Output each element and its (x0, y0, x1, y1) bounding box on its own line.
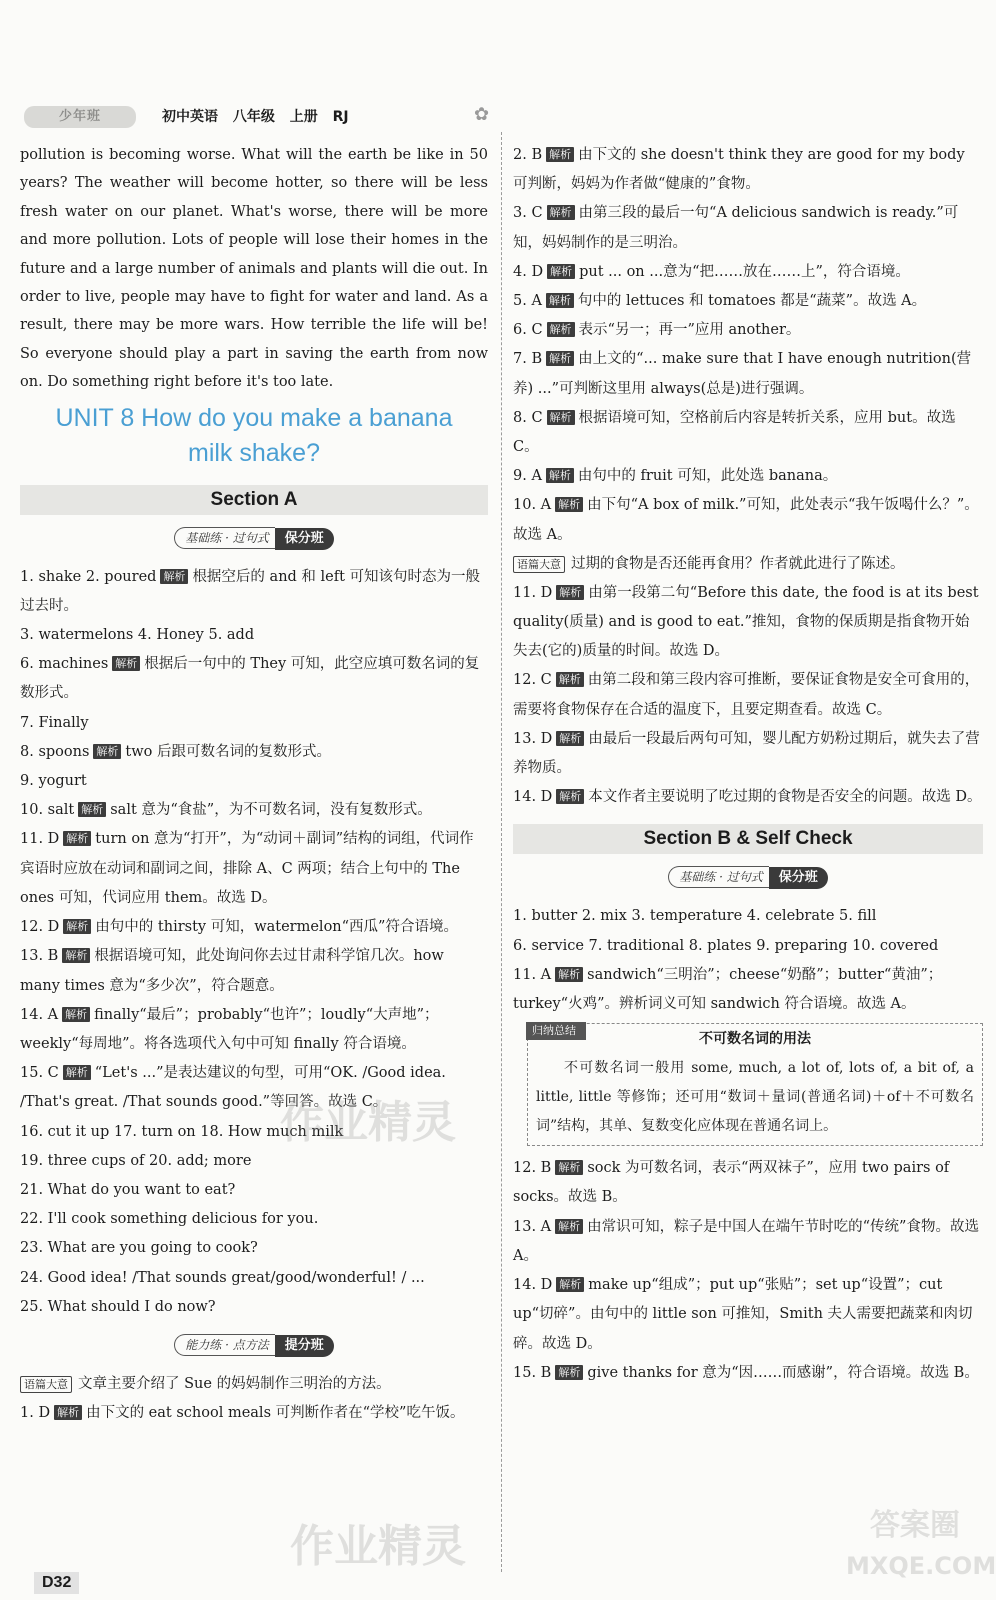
section-a-heading: Section A (20, 485, 488, 515)
list-item: 11. D 解析 turn on 意为“打开”，为“动词＋副词”结构的词组，代词作宾语时应放在动词和副词之间，排除 A、C 两项；结合上句中的 The ones 可知，代词应用 them。故选 D。 (20, 831, 474, 906)
answer-list (513, 902, 983, 1019)
analysis-tag: 解析 (63, 919, 91, 934)
analysis-tag: 解析 (63, 1065, 91, 1080)
list-item: 9. A 解析 由句中的 fruit 可知，此处选 banana。 (513, 468, 838, 485)
summary-note-box (527, 1023, 983, 1146)
list-item: 3. watermelons 4. Honey 5. add (20, 627, 255, 644)
brand-logo: 少年班 (24, 106, 136, 128)
section-b-heading: Section B & Self Check (513, 824, 983, 854)
list-item: 12. B 解析 sock 为可数名词，表示“两双袜子”，应用 two pairs of socks。故选 B。 (513, 1160, 950, 1206)
analysis-tag: 解析 (547, 322, 575, 337)
watermark: 作业精灵 (280, 1097, 456, 1148)
list-item: 7. B 解析 由上文的“... make sure that I have enough nutrition(营养) ...”可判断这里用 always(总是)进行强调。 (513, 351, 972, 397)
list-item: 11. A 解析 sandwich“三明治”；cheese“奶酪”；butter“黄油”；turkey“火鸡”。辨析词义可知 sandwich 符合语境。故选 A。 (513, 966, 943, 1013)
list-item: 8. spoons 解析 two 后跟可数名词的复数形式。 (20, 743, 331, 760)
analysis-tag: 解析 (555, 1365, 583, 1380)
list-item: 23. What are you going to cook? (20, 1240, 258, 1257)
list-item: 14. A 解析 finally“最后”；probably“也许”；loudly“大声地”；weekly“每周地”。将各选项代入句中可知 finally 符合语境。 (20, 1006, 439, 1052)
analysis-tag: 解析 (63, 831, 91, 846)
analysis-tag: 解析 (93, 744, 121, 759)
analysis-tag: 解析 (555, 497, 583, 512)
analysis-tag: 解析 (62, 1007, 90, 1022)
list-item: 16. cut it up 17. turn on 18. How much milk (20, 1123, 344, 1140)
level-badge: 基础练 · 过句式 保分班 (513, 866, 983, 890)
passage-summary: 语篇大意 过期的食物是否还能再食用？作者就此进行了陈述。 (513, 550, 983, 579)
analysis-tag: 解析 (555, 967, 583, 982)
watermark: MXQE.COM (846, 1552, 996, 1580)
analysis-tag: 解析 (78, 802, 106, 817)
list-item: 10. A 解析 由下句“A box of milk.”可知，此处表示“我午饭喝什么？”。故选 A。 (513, 497, 979, 543)
analysis-tag: 解析 (547, 205, 575, 220)
note-tag: 归纳总结 (526, 1022, 586, 1040)
list-item: 2. B 解析 由下文的 she doesn't think they are good for my body 可判断，妈妈为作者做“健康的”食物。 (513, 147, 965, 193)
analysis-tag: 解析 (546, 147, 574, 162)
list-item: 13. A 解析 由常识可知，粽子是中国人在端午节时吃的“传统”食物。故选 A。 (513, 1218, 979, 1264)
list-item: 24. Good idea! /That sounds great/good/wonderful! / ... (20, 1269, 425, 1286)
bird-icon: ✿ (474, 104, 490, 125)
list-item: 11. D 解析 由第一段第二句“Before this date, the food is at its best quality(质量) and is good to eat.”推知，食物的保质期是指食物开始失去(它的)质量的时间。故选 D。 (513, 584, 979, 660)
analysis-tag: 解析 (546, 351, 574, 366)
analysis-tag: 解析 (555, 1219, 583, 1234)
list-item: 14. D 解析 本文作者主要说明了吃过期的食物是否安全的问题。故选 D。 (513, 789, 982, 806)
list-item: 8. C 解析 根据语境可知，空格前后内容是转折关系，应用 but。故选 C。 (513, 409, 956, 456)
left-column (20, 141, 488, 1428)
list-item: 21. What do you want to eat? (20, 1181, 236, 1198)
list-item: 4. D 解析 put ... on ...意为“把……放在……上”，符合语境。 (513, 263, 910, 280)
reading-passage: pollution is becoming worse. What will the earth be like in 50 years? The weather will become hotter, so there will be less fresh water on our planet. What's worse, there will be more and more pollution. Lots of people will lose their homes in the future and a large number of animals and plants will die out. In order to live, people may have to fight for water and land. As a result, there may be more wars. How terrible the life will be! So everyone should play a part in saving the earth from now on. Do something right before it's too late. (20, 147, 488, 391)
answer-list (513, 579, 983, 813)
analysis-tag: 解析 (546, 468, 574, 483)
answer-list (513, 141, 983, 550)
list-item: 10. salt 解析 salt 意为“食盐”，为不可数名词，没有复数形式。 (20, 802, 432, 819)
list-item: 12. D 解析 由句中的 thirsty 可知，watermelon“西瓜”符合语境。 (20, 919, 458, 936)
list-item: 1. butter 2. mix 3. temperature 4. celebrate 5. fill (513, 908, 877, 925)
list-item: 5. A 解析 句中的 lettuces 和 tomatoes 都是“蔬菜”。故选 A。 (513, 293, 927, 310)
analysis-tag: 解析 (547, 264, 575, 279)
page-number: D32 (34, 1572, 79, 1594)
level-badge-2: 能力练 · 点方法 提分班 (20, 1334, 488, 1358)
note-body: 不可数名词一般用 some, much, a lot of, lots of, a bit of, a little, little 等修饰；还可用“数词＋量词(普通名词)＋of＋不可数名词”结构，其单、复数变化应体现在普通名词上。 (536, 1060, 974, 1135)
page-header (20, 104, 498, 130)
analysis-tag: 解析 (62, 948, 90, 963)
analysis-tag: 解析 (556, 585, 584, 600)
analysis-tag: 解析 (556, 672, 584, 687)
level-badge: 基础练 · 过句式 保分班 (20, 527, 488, 551)
analysis-tag: 解析 (547, 410, 575, 425)
list-item: 7. Finally (20, 714, 89, 731)
watermark: 答案圈 (870, 1508, 960, 1543)
answer-list (513, 1154, 983, 1388)
list-item: 9. yogurt (20, 773, 87, 790)
list-item: 13. D 解析 由最后一段最后两句可知，婴儿配方奶粉过期后，就失去了营养物质。 (513, 730, 980, 777)
list-item: 1. D 解析 由下文的 eat school meals 可判断作者在“学校”吃午饭。 (20, 1404, 465, 1421)
list-item: 14. D 解析 make up“组成”；put up“张贴”；set up“设置”；cut up“切碎”。由句中的 little son 可推知，Smith 夫人需要把蔬菜和肉切碎。故选 D。 (513, 1277, 973, 1352)
answer-list (20, 563, 488, 1322)
list-item: 15. C 解析 “Let's ...”是表达建议的句型，可用“OK. /Good idea. /That's great. /That sounds good.”等回答。故选 C。 (20, 1065, 446, 1111)
analysis-tag: 解析 (160, 569, 188, 584)
unit-title: UNIT 8 How do you make a banana milk shake? (55, 403, 453, 467)
list-item: 19. three cups of 20. add; more (20, 1152, 252, 1169)
passage-summary: 语篇大意 文章主要介绍了 Sue 的妈妈制作三明治的方法。 (20, 1370, 488, 1399)
analysis-tag: 解析 (556, 1277, 584, 1292)
list-item: 6. machines 解析 根据后一句中的 They 可知，此空应填可数名词的复数形式。 (20, 656, 480, 702)
list-item: 12. C 解析 由第二段和第三段内容可推断，要保证食物是安全可食用的，需要将食物保存在合适的温度下，且要定期查看。故选 C。 (513, 672, 980, 718)
note-title: 不可数名词的用法 (699, 1031, 811, 1048)
analysis-tag: 解析 (556, 731, 584, 746)
analysis-tag: 解析 (546, 293, 574, 308)
right-column (513, 141, 983, 1388)
analysis-tag: 解析 (556, 789, 584, 804)
list-item: 1. shake 2. poured 解析 根据空后的 and 和 left 可知该句时态为一般过去时。 (20, 568, 481, 614)
list-item: 22. I'll cook something delicious for you. (20, 1211, 319, 1228)
list-item: 15. B 解析 give thanks for 意为“因……而感谢”，符合语境。故选 B。 (513, 1364, 979, 1381)
list-item: 25. What should I do now? (20, 1298, 216, 1315)
list-item: 13. B 解析 根据语境可知，此处询问你去过甘肃科学馆几次。how many times 意为“多少次”，符合题意。 (20, 948, 444, 994)
analysis-tag: 解析 (112, 656, 140, 671)
list-item: 3. C 解析 由第三段的最后一句“A delicious sandwich is ready.”可知，妈妈制作的是三明治。 (513, 205, 959, 251)
analysis-tag: 解析 (555, 1160, 583, 1175)
list-item: 6. service 7. traditional 8. plates 9. preparing 10. covered (513, 937, 939, 954)
header-text: 初中英语 八年级 上册 RJ (162, 109, 349, 125)
column-divider (501, 132, 502, 1572)
list-item: 6. C 解析 表示“另一；再一”应用 another。 (513, 322, 801, 339)
watermark: 作业精灵 (290, 1521, 466, 1572)
